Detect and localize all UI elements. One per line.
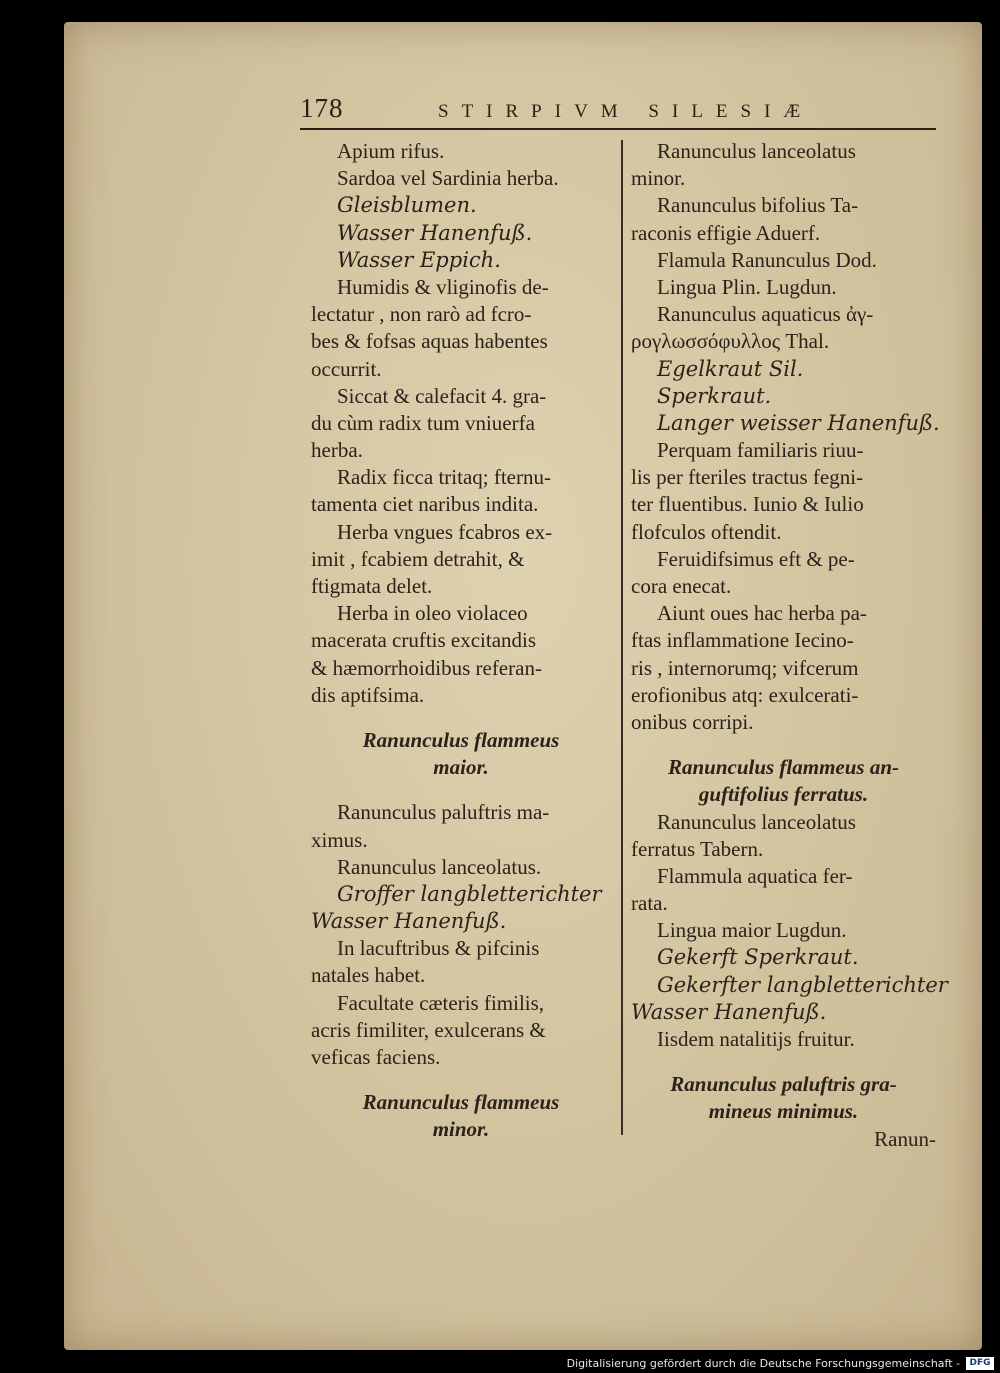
section-heading: minor. <box>432 1117 490 1142</box>
text-line: Ranunculus lanceolatus <box>657 809 856 834</box>
text-line: du cùm radix tum vniuerfa <box>311 410 535 435</box>
text-line: Radix ficca tritaq; fternu- <box>337 465 551 490</box>
page-header <box>300 93 940 133</box>
text-line: Wasser Hanenfuß. <box>311 909 507 934</box>
header-rule <box>300 128 936 130</box>
text-line: ris , internorumq; vifcerum <box>631 655 859 680</box>
text-line: flofculos oftendit. <box>631 519 782 544</box>
text-line: Humidis & vliginofis de- <box>337 274 549 299</box>
text-line: & hæmorrhoidibus referan- <box>311 655 542 680</box>
text-line: rata. <box>631 891 668 916</box>
text-line: erofionibus atq: exulcerati- <box>631 682 859 707</box>
text-line: Apium rifus. <box>337 139 445 163</box>
text-line: natales habet. <box>311 963 426 988</box>
text-line: Gekerfter langbletterichter <box>657 972 948 997</box>
text-line: Flammula aquatica fer- <box>657 863 853 888</box>
section-heading: mineus minimus. <box>708 1099 859 1124</box>
section-heading: maior. <box>433 755 489 780</box>
text-line: Ranunculus bifolius Ta- <box>657 193 859 218</box>
text-line: Ranunculus aquaticus ἀγ- <box>657 302 874 327</box>
left-column <box>311 138 611 1144</box>
text-line: Herba in oleo violaceo <box>337 601 528 626</box>
text-line: Lingua maior Lugdun. <box>657 918 847 943</box>
text-line: macerata cruftis excitandis <box>311 628 537 653</box>
text-line: Siccat & calefacit 4. gra- <box>337 383 547 408</box>
text-line: Wasser Hanenfuß. <box>337 220 533 245</box>
text-line: lectatur , non rarò ad fcro- <box>311 302 532 327</box>
text-line: bes & fofsas aquas habentes <box>311 329 548 354</box>
text-line: Ranun- <box>874 1126 936 1151</box>
text-line: ferratus Tabern. <box>631 836 764 861</box>
dfg-logo: DFG <box>966 1357 994 1370</box>
right-column <box>631 138 948 1153</box>
text-line: Sardoa vel Sardinia herba. <box>337 166 559 191</box>
section-heading: Ranunculus flammeus <box>362 727 560 752</box>
text-line: occurrit. <box>311 356 382 381</box>
text-line: raconis effigie Aduerf. <box>631 220 821 245</box>
footer-credit: Digitalisierung gefördert durch die Deutsche Forschungsgemeinschaft - <box>566 1357 960 1370</box>
section-heading: Ranunculus paluftris gra- <box>670 1072 897 1097</box>
text-line: cora enecat. <box>631 574 732 598</box>
text-line: veficas faciens. <box>311 1045 441 1069</box>
text-line: ftas inflammatione Iecino- <box>631 628 854 653</box>
text-line: lis per fteriles tractus fegni- <box>631 465 864 490</box>
text-line: Iisdem natalitijs fruitur. <box>657 1027 855 1051</box>
text-line: Sperkraut. <box>657 383 772 408</box>
text-line: Aiunt oues hac herba pa- <box>657 601 867 626</box>
text-line: dis aptifsima. <box>311 682 425 707</box>
text-line: Flamula Ranunculus Dod. <box>657 247 877 272</box>
footer <box>0 1355 1000 1373</box>
section-heading: Ranunculus flammeus <box>362 1090 560 1115</box>
text-line: herba. <box>311 438 363 463</box>
text-line: Facultate cæteris fimilis, <box>337 990 545 1015</box>
text-line: Gleisblumen. <box>337 193 477 218</box>
page-number: 178 <box>300 93 344 123</box>
text-line: ftigmata delet. <box>311 574 433 598</box>
section-heading: guftifolius ferratus. <box>698 782 869 807</box>
text-line: ter fluentibus. Iunio & Iulio <box>631 492 864 517</box>
text-line: Egelkraut Sil. <box>657 356 804 381</box>
text-line: Groffer langbletterichter <box>337 881 602 906</box>
text-line: Ranunculus paluftris ma- <box>337 800 550 825</box>
running-head: STIRPIVM SILESIÆ <box>438 101 814 122</box>
text-line: tamenta ciet naribus indita. <box>311 492 539 517</box>
text-line: Ranunculus lanceolatus. <box>337 854 542 879</box>
spacer <box>311 781 611 799</box>
text-line: In lacuftribus & pifcinis <box>337 936 540 961</box>
text-line: Herba vngues fcabros ex- <box>337 519 553 544</box>
spacer <box>631 1053 936 1071</box>
text-line: ximus. <box>311 827 368 852</box>
text-line: Wasser Eppich. <box>337 247 501 272</box>
section-heading: Ranunculus flammeus an- <box>667 755 900 780</box>
spacer <box>311 1071 611 1089</box>
text-line: Langer weisser Hanenfuß. <box>657 410 940 435</box>
text-line: Feruidifsimus eft & pe- <box>657 546 855 571</box>
text-line: Wasser Hanenfuß. <box>631 999 827 1024</box>
text-line: Ranunculus lanceolatus <box>657 139 856 163</box>
text-line: onibus corripi. <box>631 709 754 734</box>
text-line: imit , fcabiem detrahit, & <box>311 546 525 571</box>
spacer <box>631 736 936 754</box>
spacer <box>311 709 611 727</box>
text-line: ρογλωσσόφυλλος Thal. <box>631 329 830 354</box>
text-line: minor. <box>631 166 686 191</box>
column-divider <box>621 140 623 1135</box>
text-line: acris fimiliter, exulcerans & <box>311 1017 546 1042</box>
text-line: Gekerft Sperkraut. <box>657 945 859 970</box>
text-line: Perquam familiaris riuu- <box>657 438 864 463</box>
text-line: Lingua Plin. Lugdun. <box>657 274 837 299</box>
